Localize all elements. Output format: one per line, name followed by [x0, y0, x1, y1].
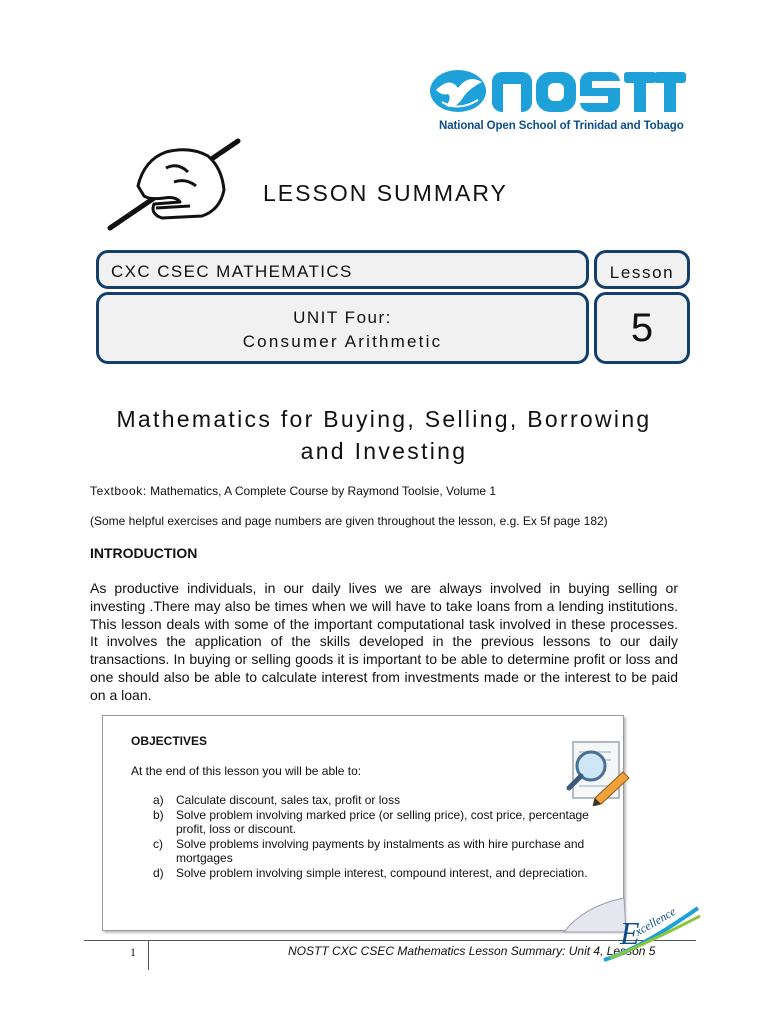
- course-box: [96, 250, 589, 289]
- pen-in-hand-icon: [104, 138, 244, 232]
- unit-label: UNIT Four:: [293, 308, 392, 327]
- logo-tagline: National Open School of Trinidad and Tobago: [439, 120, 684, 132]
- unit-box: [96, 292, 589, 364]
- excellence-badge-icon: [598, 900, 702, 962]
- introduction-heading: INTRODUCTION: [90, 545, 198, 561]
- lesson-label: Lesson: [609, 263, 675, 282]
- course-name: CXC CSEC MATHEMATICS: [111, 262, 353, 281]
- objective-item: d) Solve problem involving simple interest, compound interest, and depreciation.: [153, 865, 588, 880]
- objective-item: b) Solve problem involving marked price (or selling price), cost price, percentage profit, loss or discount.: [153, 807, 589, 837]
- textbook-label: Textbook:: [90, 484, 147, 498]
- textbook-reference: [90, 484, 496, 498]
- page-number: 1: [130, 945, 136, 959]
- objective-item: c) Solve problems involving payments by instalments as with hire purchase and mortgages: [153, 836, 585, 866]
- helpful-note: (Some helpful exercises and page numbers are given throughout the lesson, e.g. Ex 5f page 182): [90, 514, 608, 528]
- magnifier-pencil-icon: [565, 738, 631, 806]
- lesson-title: [60, 403, 708, 467]
- lesson-number: 5: [630, 306, 654, 350]
- lesson-summary-title: LESSON SUMMARY: [263, 180, 508, 206]
- lesson-title-line-2: and Investing: [300, 438, 468, 464]
- objectives-heading: OBJECTIVES: [131, 734, 208, 748]
- introduction-paragraph: As productive individuals, in our daily lives we are always involved in buying selling or investing .There may also be times when we will have to take loans from a lending institutions. This lesson deals with some of the important computational task involved in these processes. It involves the application of the skills developed in the previous lessons to our daily transactions. In buying or selling goods it is important to be able to determine profit or loss and one should also be able to calculate interest from investments made or the interest to be paid on a loan.: [90, 580, 678, 703]
- objectives-list: [153, 793, 593, 881]
- footer-text: NOSTT CXC CSEC Mathematics Lesson Summary: Unit 4, Lesson 5: [288, 944, 656, 958]
- svg-text:xcellence: xcellence: [632, 904, 679, 939]
- lesson-number-box: [594, 292, 690, 364]
- textbook-value: Mathematics, A Complete Course by Raymond Toolsie, Volume 1: [150, 484, 497, 498]
- svg-text:E: E: [620, 915, 640, 951]
- lesson-label-box: [594, 250, 690, 289]
- unit-topic: Consumer Arithmetic: [242, 332, 443, 351]
- footer-divider: [148, 940, 149, 970]
- objectives-intro: At the end of this lesson you will be able to:: [131, 764, 362, 778]
- objective-item: a) Calculate discount, sales tax, profit or loss: [153, 793, 401, 807]
- lesson-title-line-1: Mathematics for Buying, Selling, Borrowing: [116, 406, 652, 432]
